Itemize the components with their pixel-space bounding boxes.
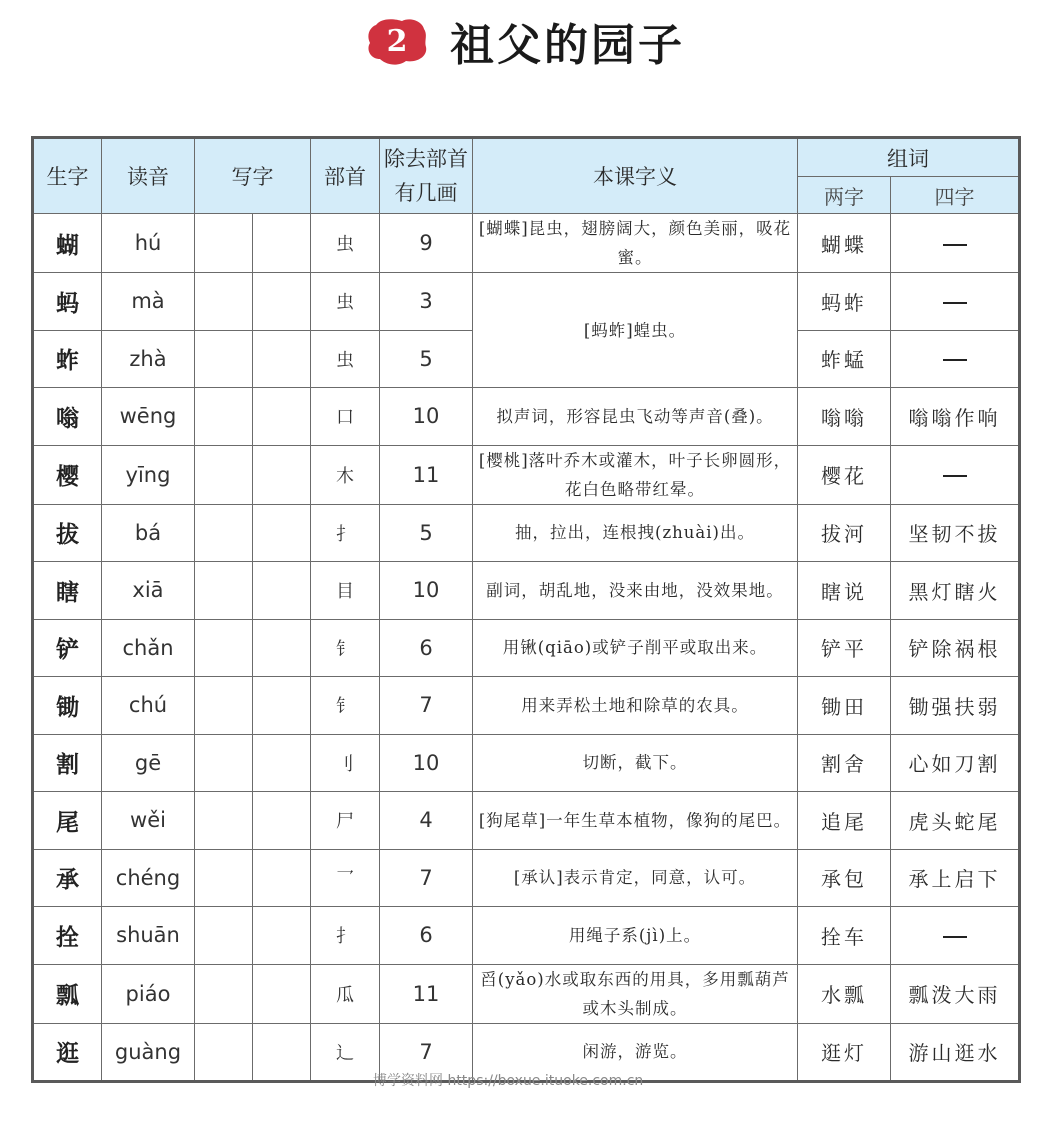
radical-cell: 口	[311, 388, 380, 446]
table-row	[33, 792, 1020, 850]
write-box-1[interactable]	[195, 388, 253, 446]
four-char-word: 瓢泼大雨	[891, 964, 1020, 1023]
four-char-word	[891, 214, 1020, 273]
write-box-1[interactable]	[195, 619, 253, 677]
table-row	[33, 273, 1020, 331]
pinyin-cell: gē	[102, 734, 195, 792]
write-box-2[interactable]	[253, 1023, 311, 1082]
strokes-cell: 7	[380, 849, 473, 907]
strokes-cell: 5	[380, 330, 473, 388]
col-header-words: 组词	[798, 138, 1020, 177]
write-box-1[interactable]	[195, 734, 253, 792]
four-char-word: 承上启下	[891, 849, 1020, 907]
pinyin-cell: guàng	[102, 1023, 195, 1082]
table-row	[33, 214, 1020, 273]
four-char-word	[891, 330, 1020, 388]
meaning-cell: [狗尾草]一年生草本植物，像狗的尾巴。	[473, 792, 798, 850]
pinyin-cell: zhà	[102, 330, 195, 388]
table-row	[33, 388, 1020, 446]
write-box-1[interactable]	[195, 562, 253, 620]
write-box-2[interactable]	[253, 677, 311, 735]
radical-cell: 瓜	[311, 964, 380, 1023]
radical-cell: 刂	[311, 734, 380, 792]
char-cell: 锄	[33, 677, 102, 735]
strokes-cell: 6	[380, 619, 473, 677]
radical-cell: 目	[311, 562, 380, 620]
col-header-write: 写字	[195, 138, 311, 214]
radical-cell: 虫	[311, 330, 380, 388]
write-box-2[interactable]	[253, 445, 311, 504]
strokes-cell: 4	[380, 792, 473, 850]
strokes-cell: 5	[380, 504, 473, 562]
table-row	[33, 677, 1020, 735]
meaning-cell: [承认]表示肯定，同意，认可。	[473, 849, 798, 907]
dash-icon	[943, 475, 967, 477]
meaning-cell: 用绳子系(jì)上。	[473, 907, 798, 965]
char-cell: 蚱	[33, 330, 102, 388]
four-char-word: 锄强扶弱	[891, 677, 1020, 735]
dash-icon	[943, 936, 967, 938]
write-box-2[interactable]	[253, 907, 311, 965]
pinyin-cell: chǎn	[102, 619, 195, 677]
strokes-cell: 3	[380, 273, 473, 331]
char-cell: 拔	[33, 504, 102, 562]
radical-cell: 扌	[311, 907, 380, 965]
radical-cell: 尸	[311, 792, 380, 850]
pinyin-cell: xiā	[102, 562, 195, 620]
char-cell: 樱	[33, 445, 102, 504]
watermark: 博学资料网 https://boxue.ituoke.com.cn	[373, 1073, 644, 1089]
radical-cell: 虫	[311, 214, 380, 273]
write-box-1[interactable]	[195, 907, 253, 965]
write-box-1[interactable]	[195, 792, 253, 850]
four-char-word	[891, 273, 1020, 331]
write-box-1[interactable]	[195, 330, 253, 388]
write-box-1[interactable]	[195, 273, 253, 331]
write-box-2[interactable]	[253, 792, 311, 850]
meaning-cell: 用来弄松土地和除草的农具。	[473, 677, 798, 735]
two-char-word: 蚱蜢	[798, 330, 891, 388]
lesson-number-badge	[366, 15, 428, 67]
pinyin-cell: bá	[102, 504, 195, 562]
dash-icon	[943, 302, 967, 304]
lesson-number: 2	[386, 23, 408, 59]
write-box-2[interactable]	[253, 214, 311, 273]
radical-cell: 钅	[311, 619, 380, 677]
col-header-strokes	[380, 138, 473, 214]
meaning-cell: 闲游，游览。	[473, 1023, 798, 1082]
table-row	[33, 849, 1020, 907]
meaning-cell: [樱桃]落叶乔木或灌木，叶子长卵圆形，花白色略带红晕。	[473, 445, 798, 504]
four-char-word: 嗡嗡作响	[891, 388, 1020, 446]
col-header-strokes-line1: 除去部首	[384, 147, 468, 171]
pinyin-cell: mà	[102, 273, 195, 331]
pinyin-cell: wěi	[102, 792, 195, 850]
pinyin-cell: wēng	[102, 388, 195, 446]
table-row	[33, 619, 1020, 677]
four-char-word: 游山逛水	[891, 1023, 1020, 1082]
page-title: 祖父的园子	[450, 20, 685, 71]
strokes-cell: 11	[380, 964, 473, 1023]
radical-cell: 乛	[311, 849, 380, 907]
strokes-cell: 10	[380, 734, 473, 792]
radical-cell: 钅	[311, 677, 380, 735]
write-box-1[interactable]	[195, 849, 253, 907]
write-box-1[interactable]	[195, 964, 253, 1023]
dash-icon	[943, 244, 967, 246]
write-box-2[interactable]	[253, 849, 311, 907]
strokes-cell: 10	[380, 562, 473, 620]
radical-cell: 木	[311, 445, 380, 504]
col-header-four-char: 四字	[891, 177, 1020, 214]
two-char-word: 逛灯	[798, 1023, 891, 1082]
two-char-word: 蝴蝶	[798, 214, 891, 273]
char-cell: 蝴	[33, 214, 102, 273]
char-cell: 蚂	[33, 273, 102, 331]
char-cell: 嗡	[33, 388, 102, 446]
pinyin-cell: hú	[102, 214, 195, 273]
strokes-cell: 7	[380, 1023, 473, 1082]
four-char-word: 铲除祸根	[891, 619, 1020, 677]
two-char-word: 拴车	[798, 907, 891, 965]
write-box-2[interactable]	[253, 273, 311, 331]
two-char-word: 拔河	[798, 504, 891, 562]
write-box-1[interactable]	[195, 445, 253, 504]
strokes-cell: 6	[380, 907, 473, 965]
two-char-word: 承包	[798, 849, 891, 907]
four-char-word	[891, 445, 1020, 504]
pinyin-cell: piáo	[102, 964, 195, 1023]
write-box-1[interactable]	[195, 1023, 253, 1082]
table-row	[33, 734, 1020, 792]
two-char-word: 水瓢	[798, 964, 891, 1023]
char-cell: 瞎	[33, 562, 102, 620]
col-header-strokes-line2: 有几画	[394, 181, 458, 205]
four-char-word: 坚韧不拔	[891, 504, 1020, 562]
write-box-2[interactable]	[253, 964, 311, 1023]
write-box-1[interactable]	[195, 504, 253, 562]
meaning-cell: [蚂蚱]蝗虫。	[473, 273, 798, 388]
write-box-1[interactable]	[195, 214, 253, 273]
char-cell: 铲	[33, 619, 102, 677]
pinyin-cell: shuān	[102, 907, 195, 965]
two-char-word: 追尾	[798, 792, 891, 850]
two-char-word: 铲平	[798, 619, 891, 677]
write-box-2[interactable]	[253, 562, 311, 620]
two-char-word: 蚂蚱	[798, 273, 891, 331]
strokes-cell: 7	[380, 677, 473, 735]
meaning-cell: 拟声词，形容昆虫飞动等声音(叠)。	[473, 388, 798, 446]
write-box-2[interactable]	[253, 619, 311, 677]
col-header-two-char: 两字	[798, 177, 891, 214]
col-header-pinyin: 读音	[102, 138, 195, 214]
radical-cell: 辶	[311, 1023, 380, 1082]
col-header-meaning: 本课字义	[473, 138, 798, 214]
table-row	[33, 562, 1020, 620]
col-header-radical: 部首	[311, 138, 380, 214]
vocabulary-table	[31, 136, 1021, 1083]
char-cell: 瓢	[33, 964, 102, 1023]
write-box-2[interactable]	[253, 734, 311, 792]
radical-cell: 虫	[311, 273, 380, 331]
meaning-cell: 切断，截下。	[473, 734, 798, 792]
table-row	[33, 445, 1020, 504]
four-char-word: 心如刀割	[891, 734, 1020, 792]
char-cell: 承	[33, 849, 102, 907]
radical-cell: 扌	[311, 504, 380, 562]
table-row	[33, 907, 1020, 965]
char-cell: 逛	[33, 1023, 102, 1082]
write-box-2[interactable]	[253, 504, 311, 562]
meaning-cell: [蝴蝶]昆虫，翅膀阔大，颜色美丽，吸花蜜。	[473, 214, 798, 273]
four-char-word: 黑灯瞎火	[891, 562, 1020, 620]
two-char-word: 割舍	[798, 734, 891, 792]
pinyin-cell: chéng	[102, 849, 195, 907]
meaning-cell: 副词，胡乱地，没来由地，没效果地。	[473, 562, 798, 620]
char-cell: 尾	[33, 792, 102, 850]
strokes-cell: 10	[380, 388, 473, 446]
write-box-2[interactable]	[253, 330, 311, 388]
strokes-cell: 11	[380, 445, 473, 504]
two-char-word: 嗡嗡	[798, 388, 891, 446]
pinyin-cell: chú	[102, 677, 195, 735]
strokes-cell: 9	[380, 214, 473, 273]
pinyin-cell: yīng	[102, 445, 195, 504]
four-char-word: 虎头蛇尾	[891, 792, 1020, 850]
table-row	[33, 504, 1020, 562]
four-char-word	[891, 907, 1020, 965]
char-cell: 割	[33, 734, 102, 792]
char-cell: 拴	[33, 907, 102, 965]
two-char-word: 樱花	[798, 445, 891, 504]
lesson-header	[0, 10, 1051, 72]
meaning-cell: 用锹(qiāo)或铲子削平或取出来。	[473, 619, 798, 677]
meaning-cell: 抽，拉出，连根拽(zhuài)出。	[473, 504, 798, 562]
dash-icon	[943, 359, 967, 361]
table-row	[33, 964, 1020, 1023]
col-header-char: 生字	[33, 138, 102, 214]
meaning-cell: 舀(yǎo)水或取东西的用具，多用瓢葫芦或木头制成。	[473, 964, 798, 1023]
two-char-word: 瞎说	[798, 562, 891, 620]
write-box-1[interactable]	[195, 677, 253, 735]
two-char-word: 锄田	[798, 677, 891, 735]
write-box-2[interactable]	[253, 388, 311, 446]
